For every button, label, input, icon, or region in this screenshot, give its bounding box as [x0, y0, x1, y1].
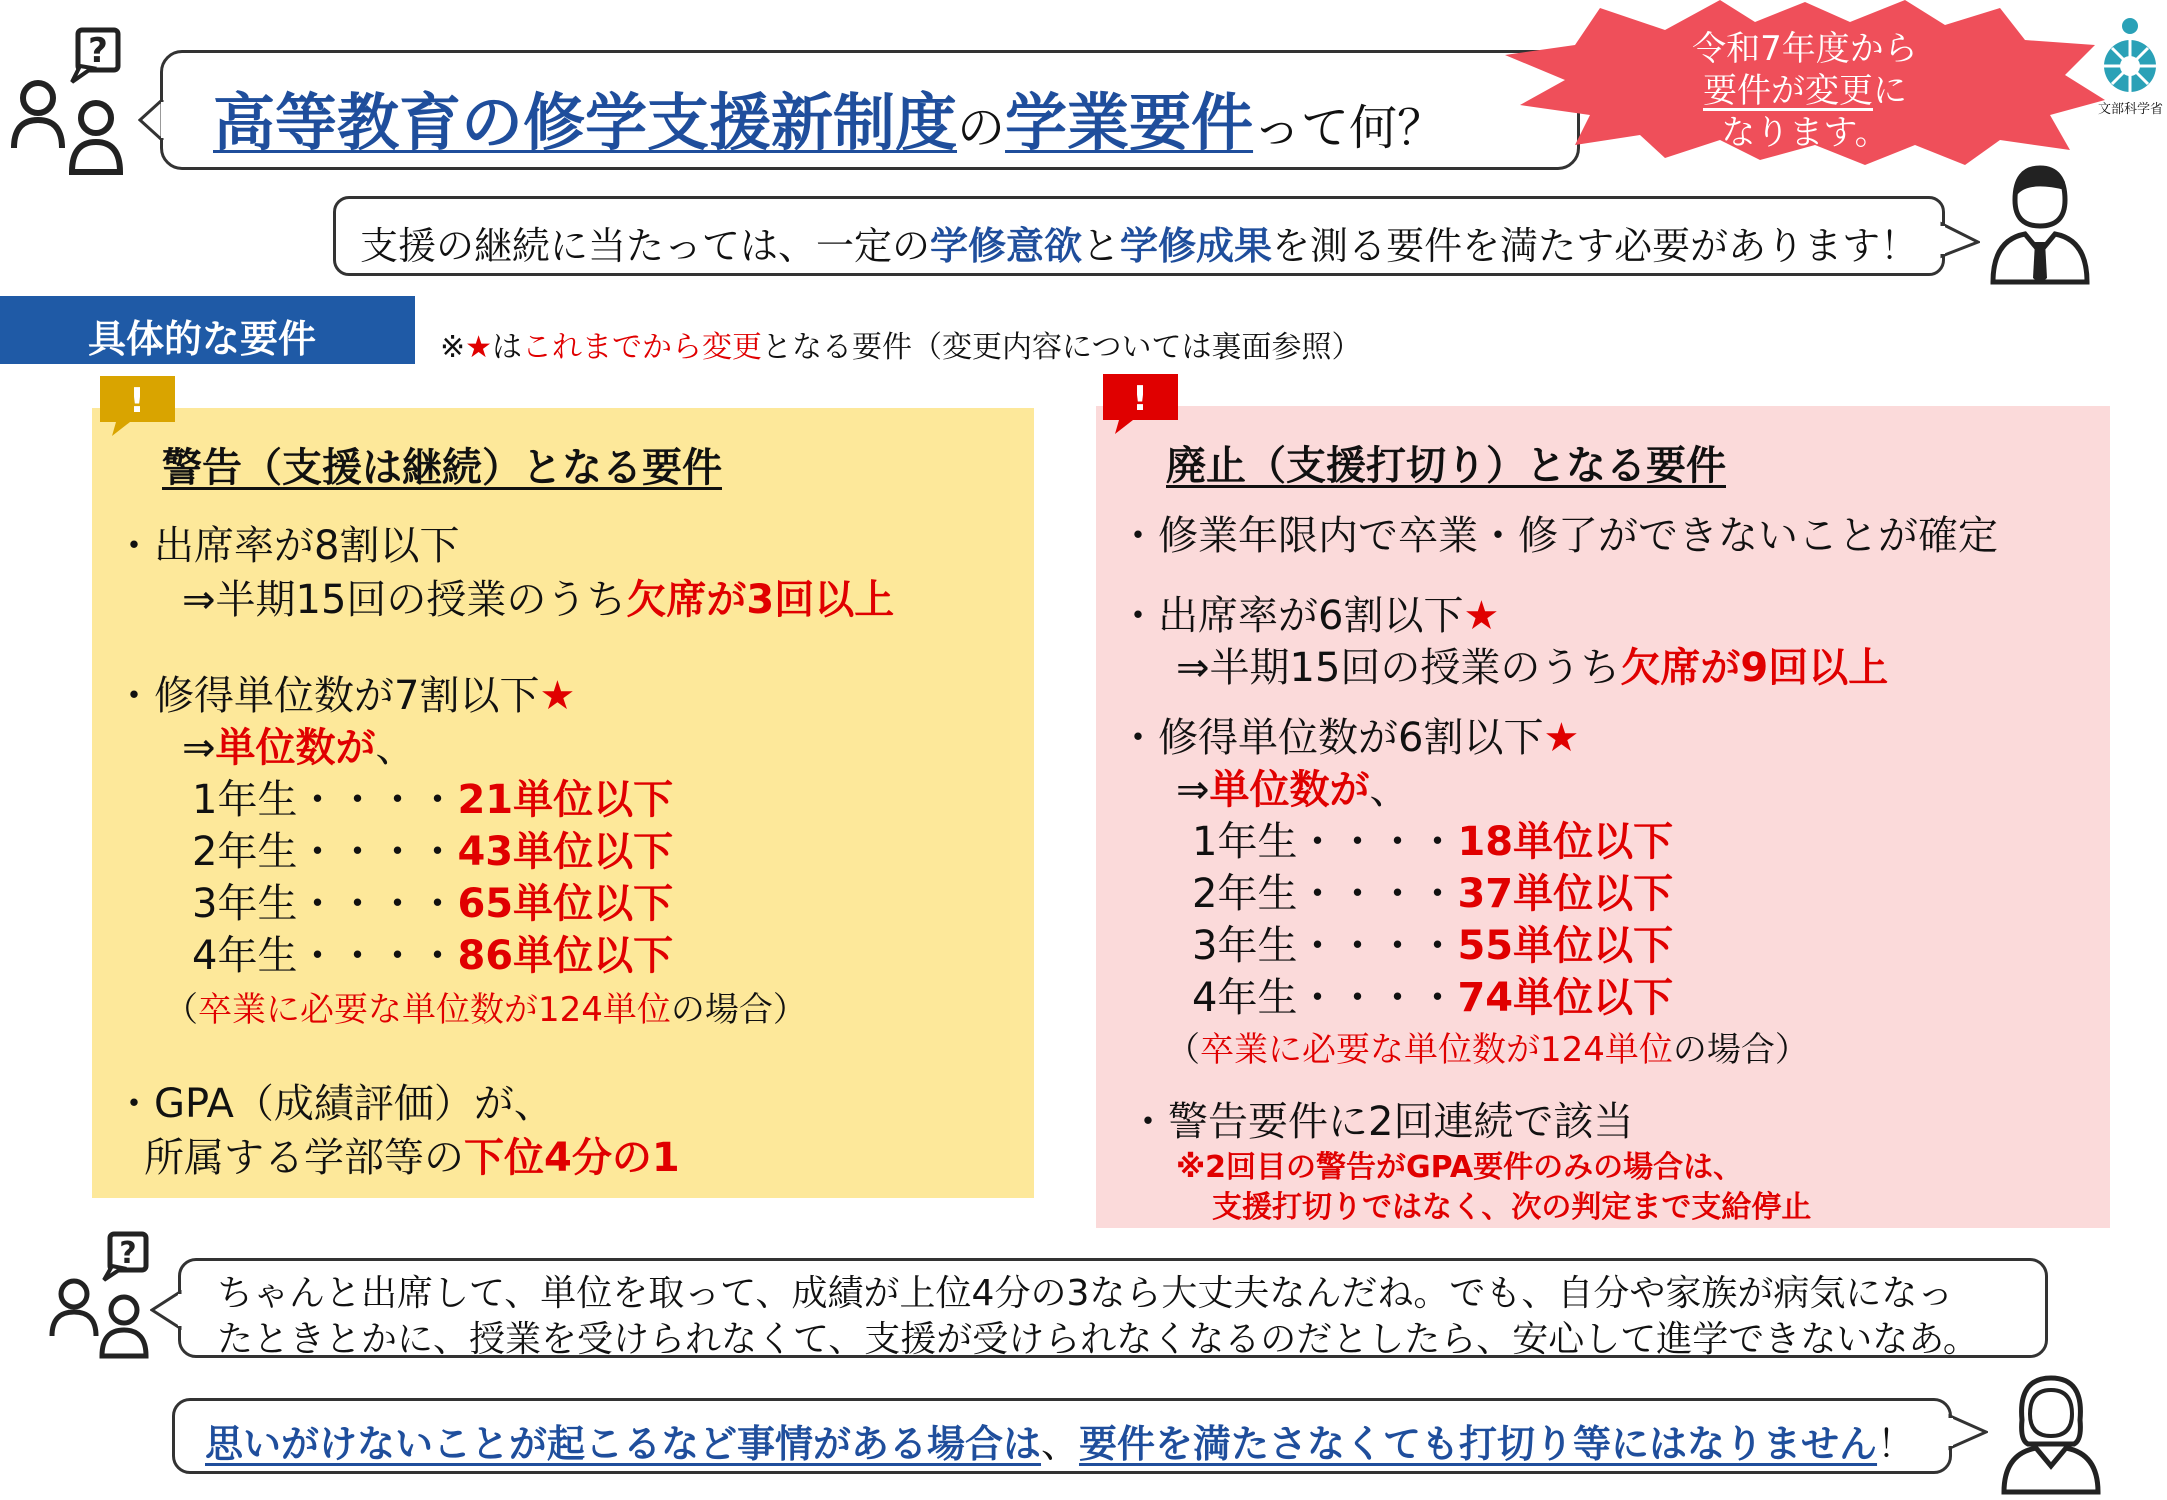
svg-text:?: ? — [119, 1236, 137, 1271]
abolish-heading: 廃止（支援打切り）となる要件 — [1166, 443, 1726, 489]
abolish-credits: ・修得単位数が6割以下 — [1118, 715, 1544, 761]
warning-gpa: ・GPA（成績評価）が、 — [114, 1081, 554, 1127]
abolish-graduation-fail: ・修業年限内で卒業・修了ができないことが確定 — [1118, 513, 1998, 559]
warning-year-row — [192, 820, 673, 877]
abolish-attendance: ・出席率が6割以下 — [1118, 593, 1464, 639]
answer-bubble-tail — [1948, 1412, 1988, 1452]
section-header-label: 具体的な要件 — [88, 317, 317, 361]
abolish-year-row — [1192, 810, 1673, 867]
title-bubble — [160, 50, 1580, 170]
warning-credits: ・修得単位数が7割以下 — [114, 673, 540, 719]
warning-credits-comma: 、 — [375, 725, 416, 771]
year-label: 4年生・・・・ — [192, 933, 458, 979]
year-label: 3年生・・・・ — [1192, 923, 1458, 969]
note-open-paren: （ — [164, 990, 198, 1030]
abolish-credits-note — [1166, 1022, 1809, 1071]
section-note-d: となる要件（変更内容については裏面参照） — [762, 330, 1362, 365]
year-credit-threshold: 37単位以下 — [1457, 871, 1674, 917]
abolish-gpa-note-2: 支援打切りではなく、次の判定まで支給停止 — [1212, 1190, 1812, 1225]
student-bubble — [178, 1258, 2048, 1358]
year-credit-threshold: 74単位以下 — [1457, 975, 1674, 1021]
intro-text-c: と — [1082, 224, 1121, 268]
star-icon: ★ — [465, 330, 493, 365]
section-note — [440, 322, 1361, 366]
intro-bubble — [333, 196, 1945, 276]
ministry-logo-text: 文部科学省 — [2098, 102, 2164, 117]
note-graduation-credits: 卒業に必要な単位数が124単位 — [198, 990, 671, 1030]
note-graduation-credits: 卒業に必要な単位数が124単位 — [1200, 1030, 1673, 1070]
year-label: 2年生・・・・ — [192, 829, 458, 875]
year-label: 3年生・・・・ — [192, 881, 458, 927]
student-bubble-line1: ちゃんと出席して、単位を取って、成績が上位4分の3なら大丈夫なんだね。でも、自分や家族が病気になっ — [217, 1273, 1954, 1314]
change-notice-badge — [1505, 0, 2105, 165]
intro-text-e: を測る要件を満たす必要があります！ — [1272, 224, 1919, 268]
section-header — [0, 296, 415, 364]
abolish-year-row — [1192, 914, 1673, 971]
warning-heading: 警告（支援は継続）となる要件 — [162, 445, 722, 491]
note-close: の場合） — [670, 990, 807, 1030]
ministry-logo — [2098, 14, 2162, 124]
star-icon: ★ — [1543, 715, 1580, 761]
badge-line1: 令和7年度から — [1692, 29, 1918, 69]
badge-line3: なります。 — [1721, 113, 1889, 153]
student-question-icon — [48, 1228, 160, 1360]
student-bubble-tail — [150, 1290, 182, 1330]
warning-gpa-detail: 所属する学部等の — [144, 1135, 464, 1181]
svg-text:!: ! — [1132, 379, 1148, 419]
abolish-consecutive-warning: ・警告要件に2回連続で該当 — [1128, 1099, 1634, 1145]
warning-year-row — [192, 924, 673, 981]
year-credit-threshold: 21単位以下 — [457, 777, 674, 823]
year-credit-threshold: 86単位以下 — [457, 933, 674, 979]
abolish-exclamation-icon — [1103, 374, 1178, 434]
intro-bubble-tail — [1940, 220, 1980, 260]
female-staff-icon — [1996, 1370, 2106, 1495]
arrow-icon: ⇒ — [1176, 767, 1210, 813]
warning-credits-label: 単位数が — [215, 725, 376, 771]
year-label: 4年生・・・・ — [1192, 975, 1458, 1021]
section-note-mark: ※ — [440, 330, 466, 365]
warning-attendance: ・出席率が8割以下 — [114, 523, 460, 569]
warning-absence-threshold: 欠席が3回以上 — [626, 577, 895, 623]
abolish-absence-threshold: 欠席が9回以上 — [1620, 645, 1889, 691]
abolish-credits-label: 単位数が — [1209, 767, 1370, 813]
title-particle: の — [957, 100, 1006, 156]
badge-line2-suffix: に — [1873, 71, 1907, 111]
title-question: って何？ — [1253, 100, 1446, 156]
warning-credits-note — [164, 982, 807, 1031]
answer-comma: 、 — [1041, 1422, 1080, 1466]
abolish-year-row — [1192, 862, 1673, 919]
answer-circumstances: 思いがけないことが起こるなど事情がある場合は — [205, 1422, 1042, 1466]
title-bubble-tail — [138, 100, 168, 140]
student-bubble-line2: たときとかに、授業を受けられなくて、支援が受けられなくなるのだとしたら、安心して進学できないなあ。 — [217, 1319, 1979, 1360]
year-credit-threshold: 65単位以下 — [457, 881, 674, 927]
warning-year-row — [192, 872, 673, 929]
answer-no-termination: 要件を満たさなくても打切り等にはなりません — [1079, 1422, 1878, 1466]
year-label: 1年生・・・・ — [1192, 819, 1458, 865]
warning-exclamation-icon — [100, 376, 175, 436]
section-note-changed: これまでから変更 — [522, 330, 763, 365]
intro-text-a: 支援の継続に当たっては、一定の — [360, 224, 931, 268]
section-note-b: は — [492, 330, 523, 365]
abolish-panel — [1096, 406, 2110, 1228]
svg-text:!: ! — [129, 381, 145, 421]
abolish-gpa-note-1: ※2回目の警告がGPA要件のみの場合は、 — [1176, 1150, 1744, 1185]
abolish-credits-comma: 、 — [1369, 767, 1410, 813]
warning-year-row — [192, 768, 673, 825]
warning-attendance-detail: ⇒半期15回の授業のうち — [182, 577, 627, 623]
year-credit-threshold: 18単位以下 — [1457, 819, 1674, 865]
warning-gpa-threshold: 下位4分の1 — [464, 1135, 680, 1181]
intro-results: 学修成果 — [1120, 224, 1273, 268]
answer-exclamation: ！ — [1877, 1422, 1916, 1466]
note-open-paren: （ — [1166, 1030, 1200, 1070]
arrow-icon: ⇒ — [182, 725, 216, 771]
year-label: 1年生・・・・ — [192, 777, 458, 823]
teacher-icon — [1985, 160, 2095, 285]
star-icon: ★ — [1463, 593, 1500, 639]
page-title — [213, 73, 1445, 162]
year-credit-threshold: 55単位以下 — [1457, 923, 1674, 969]
abolish-year-row — [1192, 966, 1673, 1023]
note-close: の場合） — [1672, 1030, 1809, 1070]
svg-text:?: ? — [88, 31, 108, 71]
warning-panel — [92, 408, 1034, 1198]
star-icon: ★ — [539, 673, 576, 719]
people-question-icon — [8, 20, 138, 180]
year-label: 2年生・・・・ — [1192, 871, 1458, 917]
abolish-attendance-detail: ⇒半期15回の授業のうち — [1176, 645, 1621, 691]
badge-line2-changed: 要件が変更 — [1703, 71, 1873, 111]
answer-bubble — [172, 1398, 1952, 1474]
title-program: 高等教育の修学支援新制度 — [213, 86, 958, 159]
intro-motivation: 学修意欲 — [930, 224, 1083, 268]
year-credit-threshold: 43単位以下 — [457, 829, 674, 875]
title-requirements: 学業要件 — [1005, 86, 1254, 159]
